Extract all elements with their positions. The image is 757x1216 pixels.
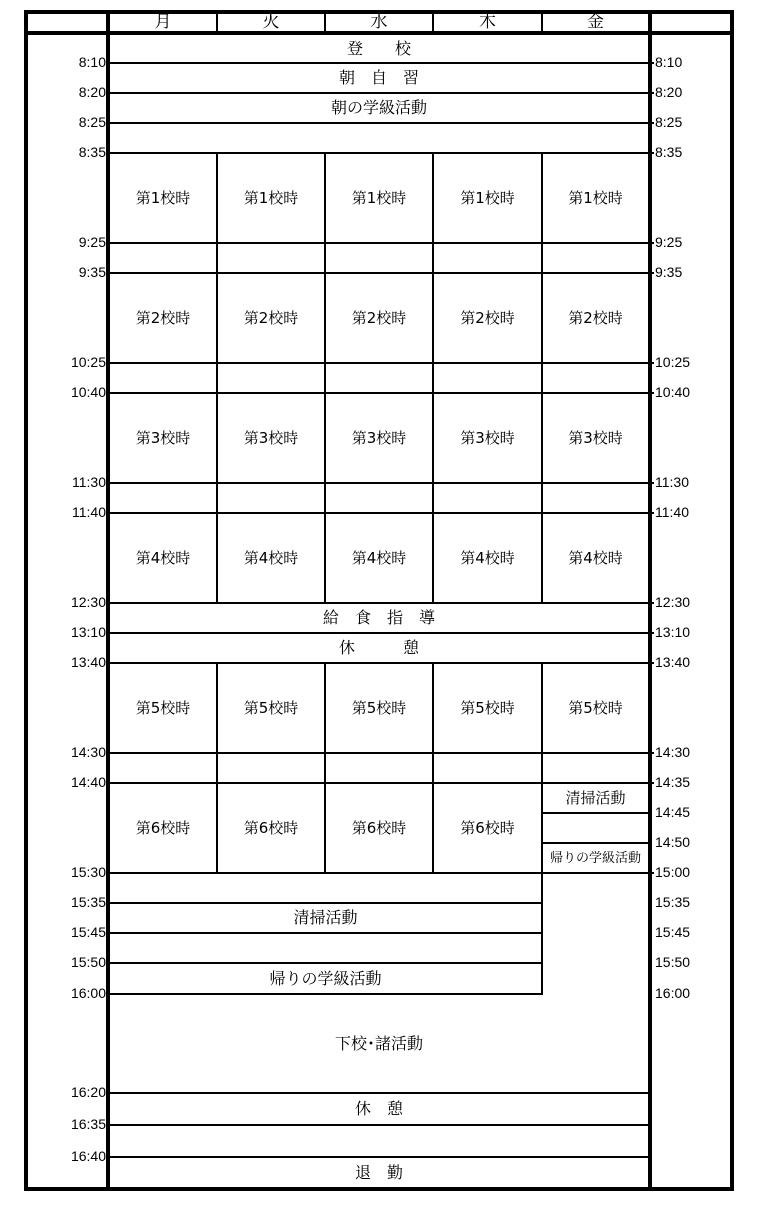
period-cell: 第2校時 [351,308,407,327]
day-header-fri: 金 [587,11,604,32]
time-label-left: 15:45 [70,924,106,940]
time-label-left: 8:35 [78,144,106,160]
time-label-left: 16:35 [70,1116,106,1132]
time-label-left: 15:50 [70,954,106,970]
time-label-left: 15:30 [70,864,106,880]
outer-border-left [24,10,28,1191]
rest-band-2: 休 憩 [354,1099,403,1118]
period-cell: 第5校時 [135,698,191,717]
row-line-1430 [108,752,654,754]
time-label-right: 8:10 [655,54,683,70]
period-cell: 第1校時 [460,188,515,207]
time-label-left: 13:40 [70,654,106,670]
time-label-left: 11:40 [72,504,106,520]
time-label-left: 9:35 [78,264,106,280]
fri-line-1445 [541,812,650,814]
time-label-right: 8:20 [655,84,683,100]
time-label-left: 16:40 [70,1148,106,1164]
time-label-left: 8:20 [78,84,106,100]
period-cell: 第2校時 [135,308,191,327]
time-label-right: 14:35 [655,774,691,790]
time-label-right: 10:40 [655,384,691,400]
period-cell: 第3校時 [568,428,623,447]
cleaning-band: 清掃活動 [293,908,358,927]
time-label-left: 8:25 [78,114,106,130]
time-label-right: 14:45 [655,804,691,820]
rest-band: 休 憩 [338,638,419,657]
morning-class-band: 朝の学級活動 [330,98,427,117]
period-cell: 第1校時 [568,188,623,207]
time-label-right: 11:40 [655,504,689,520]
period-cell: 第4校時 [460,548,515,567]
time-label-left: 9:25 [78,234,106,250]
period-cell: 第1校時 [243,188,299,207]
day-header-mon: 月 [154,11,172,32]
time-label-left: 15:35 [70,894,106,910]
time-label-right: 15:35 [655,894,691,910]
outer-border-bottom [24,1187,734,1191]
period-cell: 第2校時 [243,308,299,327]
fri-homeroom-cell: 帰りの学級活動 [549,850,641,866]
outer-border-right [730,10,734,1191]
period-cell: 第4校時 [568,548,623,567]
row-line-1530 [108,872,654,874]
time-label-right: 15:00 [655,864,691,880]
time-label-left: 16:00 [70,985,106,1001]
period-cell: 第3校時 [351,428,407,447]
time-label-right: 15:50 [655,954,691,970]
row-line-1545 [108,932,543,934]
row-line-0825 [108,122,654,124]
row-line-0925 [108,242,654,244]
time-label-right: 11:30 [655,474,689,490]
period-cell: 第6校時 [135,818,191,837]
time-label-left: 10:25 [70,354,106,370]
period-cell: 第4校時 [351,548,407,567]
day-header-thu: 木 [479,11,496,32]
lunch-band: 給 食 指 導 [322,608,435,627]
period-cell: 第6校時 [351,818,407,837]
day-header-wed: 水 [370,11,388,32]
period-cell: 第5校時 [243,698,299,717]
time-label-left: 11:30 [72,474,106,490]
row-line-1635 [108,1124,650,1126]
leave-band: 退 勤 [354,1162,403,1182]
time-label-left: 8:10 [78,54,106,70]
period-cell: 第3校時 [460,428,515,447]
day-header-tue: 火 [262,11,280,32]
time-label-right: 9:35 [655,264,683,280]
time-label-left: 14:40 [70,774,106,790]
period-cell: 第5校時 [460,698,515,717]
row-line-1130 [108,482,654,484]
time-label-left: 13:10 [70,624,106,640]
time-label-right: 14:30 [655,744,691,760]
row-line-1025 [108,362,654,364]
homeroom-band: 帰りの学級活動 [269,968,382,988]
period-cell: 第2校時 [460,308,515,327]
period-cell: 第5校時 [351,698,407,717]
time-label-right: 9:25 [655,234,683,250]
time-label-right: 15:45 [655,924,691,940]
period-cell: 第6校時 [460,818,515,837]
time-label-left: 10:40 [70,384,106,400]
arrive-band: 登 校 [346,38,411,58]
time-label-right: 8:25 [655,114,683,130]
time-label-right: 14:50 [655,834,691,850]
period-cell: 第3校時 [243,428,299,447]
period-cell: 第1校時 [135,188,191,207]
time-label-right: 13:10 [655,624,691,640]
period-cell: 第4校時 [243,548,299,567]
time-label-right: 12:30 [655,594,691,610]
dismissal-band: 下校･諸活動 [334,1033,423,1053]
period-cell: 第5校時 [568,698,623,717]
time-label-right: 10:25 [655,354,691,370]
period-cell: 第4校時 [135,548,191,567]
period-cell: 第2校時 [568,308,623,327]
time-label-right: 13:40 [655,654,691,670]
fri-cleaning-cell: 清掃活動 [565,788,626,807]
period-cell: 第6校時 [243,818,299,837]
time-label-right: 16:00 [655,985,691,1001]
morning-study-band: 朝 自 習 [338,68,419,87]
time-label-left: 12:30 [70,594,106,610]
period-cell: 第3校時 [135,428,191,447]
time-label-right: 8:35 [655,144,683,160]
time-label-left: 14:30 [70,744,106,760]
time-label-left: 16:20 [70,1084,106,1100]
grid-right-border [648,10,652,1191]
period-cell: 第1校時 [351,188,407,207]
